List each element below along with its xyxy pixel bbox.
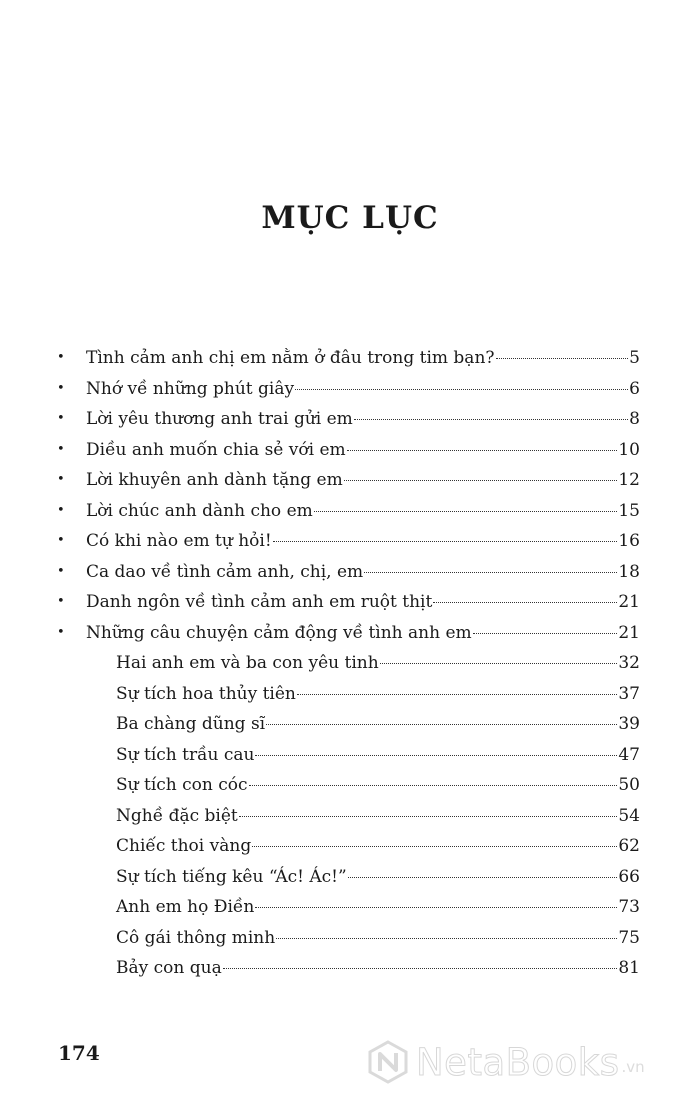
- dot-leader: [255, 907, 617, 908]
- dot-leader: [473, 633, 618, 634]
- toc-entry-title: Nhớ về những phút giây: [86, 378, 295, 399]
- dot-leader: [380, 663, 618, 664]
- dot-leader: [433, 602, 617, 603]
- toc-entry[interactable]: [50, 435, 640, 466]
- dot-leader: [314, 511, 618, 512]
- page-number: 174: [58, 1041, 100, 1065]
- bullet: •: [57, 624, 65, 640]
- toc-sub-entry[interactable]: [50, 923, 640, 954]
- toc-entry-page: 15: [618, 500, 640, 521]
- toc-entry-page: 16: [618, 531, 640, 551]
- toc-sub-entry[interactable]: [50, 648, 640, 679]
- bullet: •: [57, 411, 65, 426]
- toc-sub-entry-page: 75: [618, 927, 640, 948]
- toc-entry[interactable]: [50, 465, 640, 496]
- toc-entry-title: Lời yêu thương anh trai gửi em: [86, 409, 353, 429]
- toc-sub-entry-page: 81: [618, 958, 640, 978]
- dot-leader: [347, 450, 618, 451]
- toc-sub-entry[interactable]: [50, 831, 640, 862]
- bullet: •: [57, 350, 65, 365]
- toc-entry[interactable]: [50, 404, 640, 435]
- toc-entry[interactable]: [50, 618, 640, 649]
- toc-entry-page: 12: [618, 470, 640, 490]
- toc-sub-entry-page: 62: [618, 836, 640, 856]
- toc-entry-title: Có khi nào em tự hỏi!: [86, 531, 272, 551]
- toc-sub-entry-title: Cô gái thông minh: [116, 927, 276, 948]
- toc-sub-entry[interactable]: [50, 740, 640, 771]
- toc-entry-title: Tình cảm anh chị em nằm ở đâu trong tim bạn?: [86, 348, 495, 368]
- toc-entry-title: Lời khuyên anh dành tặng em: [86, 470, 343, 490]
- toc-entry-page: 18: [618, 561, 640, 582]
- bullet: •: [57, 441, 65, 457]
- toc-entry-page: 6: [629, 378, 640, 399]
- toc-entry-page: 10: [618, 439, 640, 460]
- toc-entry[interactable]: [50, 343, 640, 374]
- toc-entry[interactable]: [50, 496, 640, 527]
- toc-sub-entry[interactable]: [50, 679, 640, 710]
- toc-sub-entry[interactable]: [50, 709, 640, 740]
- toc-entry-title: Diều anh muốn chia sẻ với em: [86, 439, 346, 460]
- toc-entry[interactable]: [50, 374, 640, 405]
- toc-sub-entry-title: Chiếc thoi vàng: [116, 836, 252, 856]
- toc-sub-entry-title: Hai anh em và ba con yêu tinh: [116, 653, 379, 673]
- bullet: •: [57, 563, 65, 579]
- watermark: [366, 1040, 645, 1084]
- table-of-contents: [50, 343, 640, 984]
- toc-sub-entry-page: 32: [618, 653, 640, 673]
- dot-leader: [249, 785, 618, 786]
- toc-sub-entry[interactable]: [50, 862, 640, 893]
- dot-leader: [252, 846, 617, 847]
- bullet: •: [57, 533, 65, 548]
- toc-entry[interactable]: [50, 587, 640, 618]
- dot-leader: [266, 724, 617, 725]
- toc-sub-entry-title: Bảy con quạ: [116, 958, 222, 978]
- toc-sub-entry-page: 50: [618, 775, 640, 795]
- toc-entry-page: 8: [629, 409, 640, 429]
- toc-sub-entry-title: Sự tích trầu cau: [116, 744, 255, 765]
- toc-entry[interactable]: [50, 557, 640, 588]
- toc-entry-title: Lời chúc anh dành cho em: [86, 500, 313, 521]
- toc-sub-entry-title: Anh em họ Điền: [116, 897, 255, 917]
- toc-sub-entry[interactable]: [50, 953, 640, 984]
- dot-leader: [295, 389, 628, 390]
- toc-sub-entry-title: Sự tích con cóc: [116, 775, 248, 795]
- dot-leader: [273, 541, 618, 542]
- toc-entry-title: Ca dao về tình cảm anh, chị, em: [86, 561, 364, 582]
- dot-leader: [354, 419, 628, 420]
- watermark-text: NetaBooks: [416, 1040, 620, 1084]
- dot-leader: [297, 694, 617, 695]
- bullet: •: [57, 594, 65, 609]
- page-title: MỤC LỤC: [261, 200, 439, 236]
- toc-entry-title: Những câu chuyện cảm động về tình anh em: [86, 622, 472, 643]
- bullet: •: [57, 502, 65, 518]
- bullet: •: [57, 472, 65, 487]
- toc-sub-entry-page: 47: [618, 744, 640, 765]
- toc-sub-entry[interactable]: [50, 801, 640, 832]
- watermark-suffix: .vn: [621, 1058, 645, 1076]
- toc-sub-entry-page: 54: [618, 805, 640, 826]
- dot-leader: [496, 358, 629, 359]
- dot-leader: [364, 572, 617, 573]
- toc-sub-entry-title: Ba chàng dũng sĩ: [116, 714, 266, 734]
- toc-sub-entry-page: 66: [618, 866, 640, 887]
- dot-leader: [223, 968, 618, 969]
- toc-entry-page: 21: [618, 592, 640, 612]
- toc-sub-entry-title: Sự tích hoa thủy tiên: [116, 683, 296, 704]
- toc-sub-entry[interactable]: [50, 892, 640, 923]
- bullet: •: [57, 380, 65, 396]
- dot-leader: [348, 877, 618, 878]
- dot-leader: [344, 480, 618, 481]
- toc-sub-entry-title: Nghề đặc biệt: [116, 805, 238, 826]
- toc-sub-entry-title: Sự tích tiếng kêu “Ác! Ác!”: [116, 866, 347, 887]
- toc-sub-entry-page: 73: [618, 897, 640, 917]
- netabooks-logo-icon: [366, 1040, 410, 1084]
- toc-sub-entry-page: 39: [618, 714, 640, 734]
- toc-entry-title: Danh ngôn về tình cảm anh em ruột thịt: [86, 592, 433, 612]
- toc-entry-page: 21: [618, 622, 640, 643]
- dot-leader: [255, 755, 617, 756]
- toc-entry[interactable]: [50, 526, 640, 557]
- toc-sub-entry[interactable]: [50, 770, 640, 801]
- dot-leader: [239, 816, 618, 817]
- toc-sub-entry-page: 37: [618, 683, 640, 704]
- dot-leader: [276, 938, 617, 939]
- toc-entry-page: 5: [629, 348, 640, 368]
